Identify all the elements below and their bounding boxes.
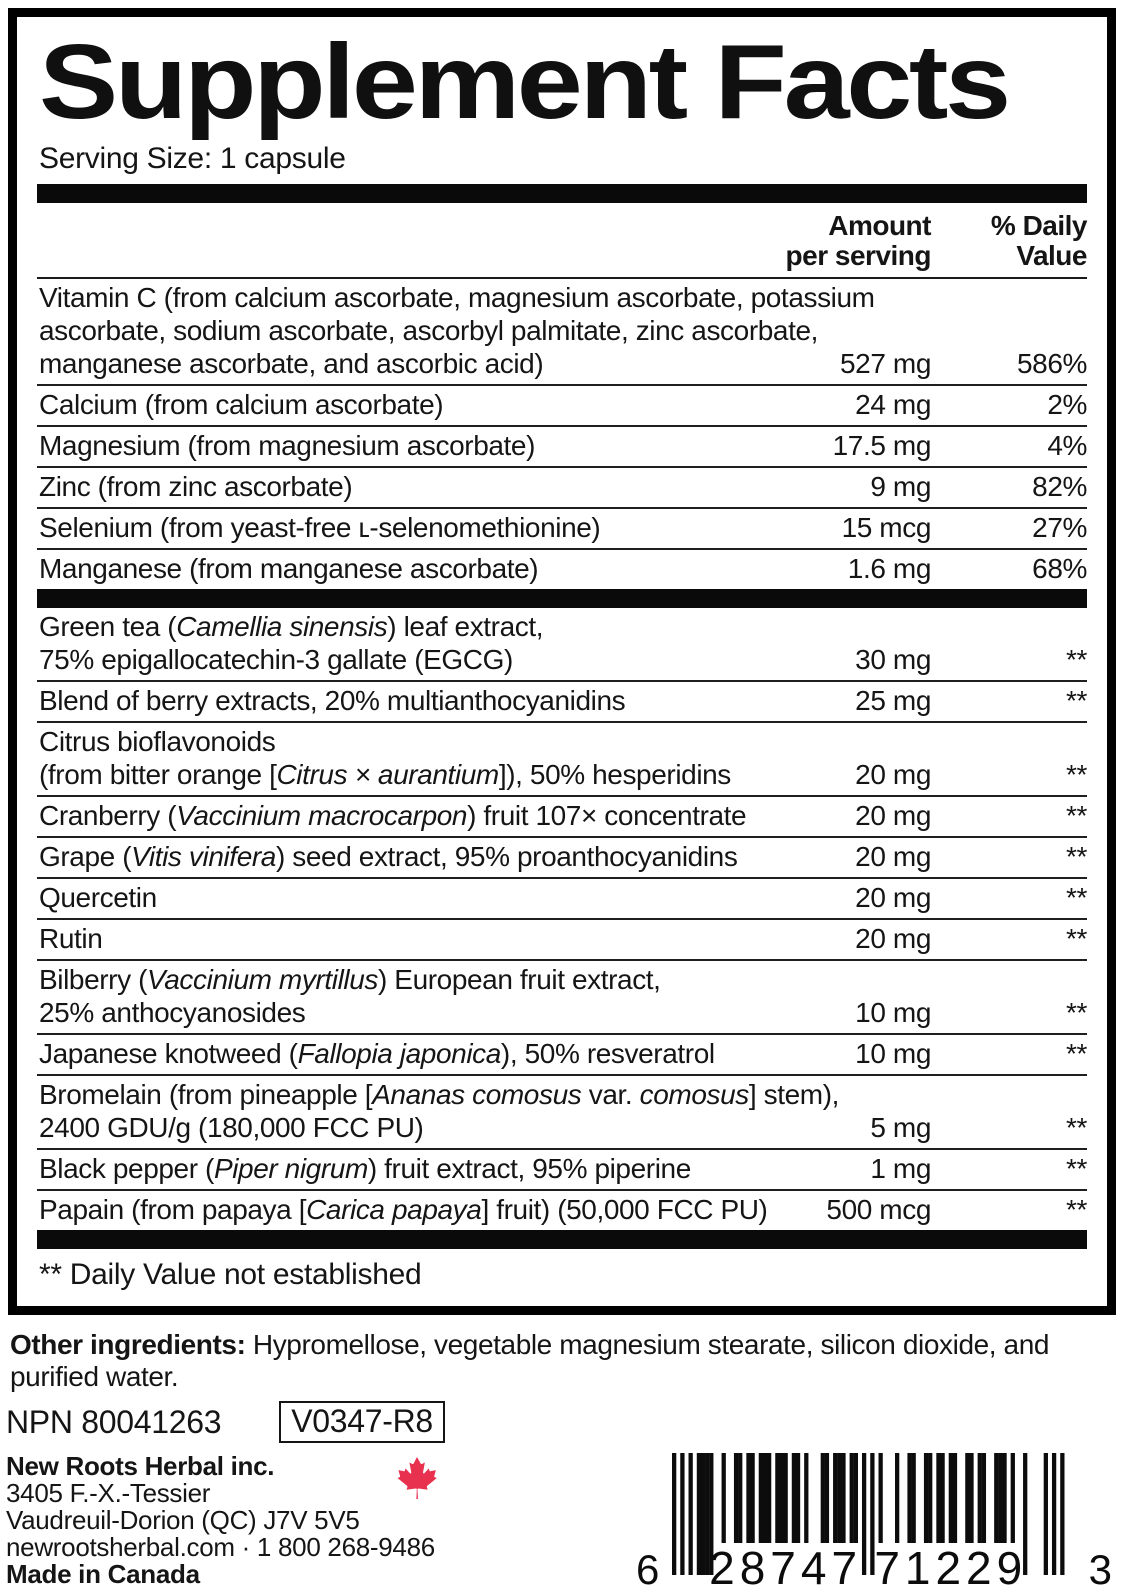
ingredient-name: Papain (from papaya [Carica papaya] fruit) (50,000 FCC PU) [39,1194,768,1226]
ingredient-amount: 500 mcg [826,1194,931,1226]
canada-maple-leaf-icon [393,1457,441,1505]
ingredient-row [37,466,1087,507]
minerals-section [37,279,1087,589]
section-divider-bar [37,589,1087,608]
ingredient-daily-value: ** [1066,882,1087,914]
ingredient-row [37,1074,1087,1148]
ingredient-row [37,680,1087,721]
ingredient-name: Zinc (from zinc ascorbate) [39,471,353,503]
ingredient-name: Quercetin [39,882,157,914]
ingredient-name: Bilberry (Vaccinium myrtillus) European fruit extract, 25% anthocyanosides [39,964,661,1029]
ingredient-amount: 1 mg [870,1153,931,1185]
section-divider-bar [37,184,1087,203]
amount-column-header: Amount per serving [785,210,931,272]
svg-text:3: 3 [1088,1546,1112,1590]
ingredient-daily-value: ** [1066,759,1087,791]
ingredient-name: Manganese (from manganese ascorbate) [39,553,539,585]
company-city: Vaudreuil-Dorion (QC) J7V 5V5 [6,1505,360,1536]
ingredient-amount: 5 mg [870,1112,931,1144]
ingredient-amount: 10 mg [855,997,931,1029]
ingredient-name: Vitamin C (from calcium ascorbate, magnesium ascorbate, potassium ascorbate, sodium ascorbate, ascorbyl palmitate, zinc ascorbate, manganese ascorbate, and ascorbic acid) [39,282,875,380]
ingredient-name: Calcium (from calcium ascorbate) [39,389,444,421]
ingredient-amount: 20 mg [855,759,931,791]
ingredient-name: Blend of berry extracts, 20% multianthocyanidins [39,685,626,717]
supplement-facts-panel [8,8,1116,1315]
ingredient-name: Cranberry (Vaccinium macrocarpon) fruit 107× concentrate [39,800,747,832]
ingredient-daily-value: 27% [1032,512,1087,544]
ingredient-row [37,959,1087,1033]
ingredient-name: Magnesium (from magnesium ascorbate) [39,430,536,462]
ingredient-row [37,721,1087,795]
ingredient-daily-value: ** [1066,800,1087,832]
ingredient-amount: 30 mg [855,644,931,676]
ingredient-row [37,795,1087,836]
ingredient-amount: 17.5 mg [832,430,931,462]
ingredient-amount: 1.6 mg [847,553,931,585]
ingredient-amount: 527 mg [840,348,931,380]
ingredient-row [37,1148,1087,1189]
ingredient-row [37,918,1087,959]
ingredient-amount: 20 mg [855,882,931,914]
ingredient-row [37,548,1087,589]
svg-text:71229: 71229 [874,1542,1028,1590]
ingredient-name: Citrus bioflavonoids (from bitter orange [Citrus × aurantium]), 50% hesperidins [39,726,731,791]
ingredient-amount: 20 mg [855,923,931,955]
ingredient-name: Japanese knotweed (Fallopia japonica), 50% resveratrol [39,1038,715,1070]
ingredient-daily-value: ** [1066,923,1087,955]
ingredient-row [37,279,1087,384]
company-street: 3405 F.-X.-Tessier [6,1478,211,1509]
ingredient-name: Rutin [39,923,103,955]
ingredient-amount: 24 mg [855,389,931,421]
ingredient-daily-value: ** [1066,644,1087,676]
ingredient-row [37,1033,1087,1074]
npn-number: NPN 80041263 [6,1404,222,1441]
ingredient-row [37,1189,1087,1230]
ingredient-amount: 20 mg [855,841,931,873]
other-ingredients [10,1329,1114,1393]
ingredient-row [37,836,1087,877]
ingredient-daily-value: 586% [1016,348,1087,380]
ingredient-daily-value: ** [1066,1194,1087,1226]
ingredient-amount: 20 mg [855,800,931,832]
ingredient-amount: 15 mcg [841,512,931,544]
ingredient-amount: 10 mg [855,1038,931,1070]
daily-value-footnote: ** Daily Value not established [39,1258,422,1292]
ingredient-daily-value: ** [1066,685,1087,717]
ingredient-row [37,425,1087,466]
botanicals-section [37,608,1087,1230]
ingredient-amount: 9 mg [870,471,931,503]
ingredient-name: Bromelain (from pineapple [Ananas comosus var. comosus] stem), 2400 GDU/g (180,000 FCC PU) [39,1079,840,1144]
other-ingredients-text: Hypromellose, vegetable magnesium stearate, silicon dioxide, and purified water. [10,1329,1050,1393]
daily-value-column-header: % Daily Value [990,210,1087,272]
ingredient-daily-value: 82% [1032,471,1087,503]
ingredient-daily-value: ** [1066,997,1087,1029]
panel-title: Supplement Facts [39,23,1008,141]
ingredient-daily-value: 68% [1032,553,1087,585]
section-divider-bar [37,1230,1087,1249]
ingredient-daily-value: ** [1066,1038,1087,1070]
ingredient-row [37,877,1087,918]
svg-text:28747: 28747 [709,1542,863,1590]
upc-barcode [626,1453,1118,1589]
ingredient-daily-value: ** [1066,1153,1087,1185]
version-code: V0347-R8 [279,1401,445,1443]
ingredient-daily-value: 4% [1047,430,1087,462]
ingredient-row [37,608,1087,680]
npn-row [6,1401,1114,1443]
ingredient-amount: 25 mg [855,685,931,717]
ingredient-name: Black pepper (Piper nigrum) fruit extract, 95% piperine [39,1153,691,1185]
ingredient-daily-value: ** [1066,1112,1087,1144]
ingredient-daily-value: ** [1066,841,1087,873]
ingredient-daily-value: 2% [1047,389,1087,421]
company-contact: newrootsherbal.com · 1 800 268-9486 [6,1532,435,1563]
ingredient-name: Selenium (from yeast-free ʟ-selenomethionine) [39,512,601,544]
company-name: New Roots Herbal inc. [6,1451,275,1482]
serving-size: Serving Size: 1 capsule [39,142,346,176]
ingredient-name: Green tea (Camellia sinensis) leaf extract, 75% epigallocatechin-3 gallate (EGCG) [39,611,544,676]
made-in-canada: Made in Canada [6,1559,200,1590]
ingredient-name: Grape (Vitis vinifera) seed extract, 95% proanthocyanidins [39,841,738,873]
other-ingredients-label: Other ingredients: [10,1329,246,1361]
column-headers [37,203,1087,279]
company-address [6,1453,435,1588]
svg-text:6: 6 [636,1546,660,1590]
label-footer [0,1453,1124,1589]
ingredient-row [37,507,1087,548]
ingredient-row [37,384,1087,425]
